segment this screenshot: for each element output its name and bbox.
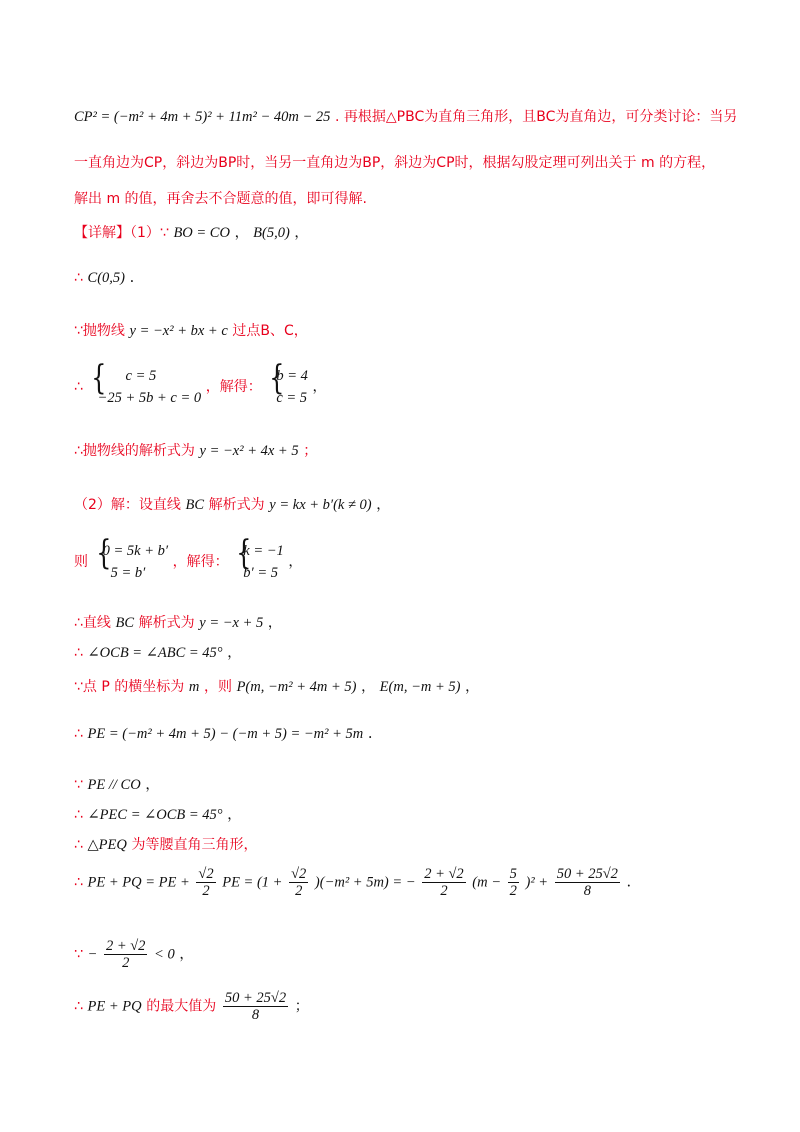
fraction-numerator: 5 bbox=[509, 866, 517, 882]
point-e: E(m, −m + 5) bbox=[379, 679, 461, 695]
line-13 bbox=[74, 676, 740, 696]
angle-equation: ∠OCB = ∠ABC = 45° bbox=[87, 645, 223, 661]
system-row: c = 5 bbox=[125, 368, 157, 384]
line-8 bbox=[74, 440, 740, 460]
parabola-equation: y = −x² + bx + c bbox=[129, 323, 228, 339]
line-end: . bbox=[367, 726, 373, 742]
point-p: P(m, −m² + 4m + 5) bbox=[236, 679, 357, 695]
fraction-denominator: 8 bbox=[251, 1007, 260, 1023]
therefore-symbol: ∴ bbox=[74, 807, 83, 823]
line-end: ， bbox=[376, 497, 391, 513]
fraction bbox=[104, 938, 148, 971]
line-end: ， bbox=[465, 679, 480, 695]
triangle-peq: △PEQ bbox=[87, 837, 127, 853]
fraction-numerator: 50 + 25√2 bbox=[556, 866, 618, 882]
therefore-symbol: ∴ bbox=[74, 645, 83, 661]
line-5 bbox=[74, 270, 740, 287]
brace-icon: { bbox=[236, 533, 252, 573]
bo-co-equation: BO = CO bbox=[173, 225, 230, 241]
then-label: 则 bbox=[74, 554, 88, 570]
line-11 bbox=[74, 612, 740, 632]
system-row: b = 4 bbox=[276, 368, 308, 384]
fraction bbox=[422, 866, 466, 899]
fraction-denominator: 2 bbox=[509, 883, 517, 899]
line-end: ， bbox=[288, 554, 303, 570]
separator: ， bbox=[361, 679, 376, 695]
fraction-numerator: 2 + √2 bbox=[105, 938, 146, 954]
line-end: ； bbox=[294, 998, 309, 1015]
analysis-text-2: 一直角边为CP，斜边为BP时，当另一直角边为BP，斜边为CP时，根据勾股定理可列出关于 m 的方程， bbox=[74, 155, 716, 171]
equation-system-1 bbox=[88, 358, 202, 409]
separator: ， bbox=[234, 225, 249, 241]
line-3 bbox=[74, 188, 740, 208]
therefore-line-label: ∴直线 bbox=[74, 615, 111, 631]
solve-label: ，解得： bbox=[172, 554, 229, 570]
line-bc: BC bbox=[115, 615, 135, 631]
analysis-text-3: 解出 m 的值，再舍去不合题意的值，即可得解. bbox=[74, 191, 367, 207]
fraction bbox=[289, 866, 308, 899]
line-end: ， bbox=[179, 946, 194, 963]
line-15 bbox=[74, 774, 740, 794]
point-p-label: ∵点 P 的横坐标为 bbox=[74, 679, 185, 695]
equation-system-3 bbox=[93, 533, 169, 584]
line-end: ， bbox=[312, 379, 327, 395]
fraction bbox=[508, 866, 519, 899]
angle-pec: ∠PEC = ∠OCB = 45° bbox=[87, 807, 223, 823]
therefore-symbol: ∴ bbox=[74, 837, 83, 853]
pe-equation: PE = (−m² + 4m + 5) − (−m + 5) = −m² + 5m bbox=[87, 726, 364, 742]
line-end: ， bbox=[267, 615, 282, 631]
line-4 bbox=[74, 222, 740, 242]
isosceles-right-label: 为等腰直角三角形， bbox=[131, 837, 258, 853]
line-19 bbox=[74, 938, 740, 971]
therefore-symbol: ∴ bbox=[74, 379, 83, 395]
fraction-denominator: 2 bbox=[440, 883, 448, 899]
system-row: k = −1 bbox=[243, 543, 284, 559]
fraction-numerator: √2 bbox=[291, 866, 307, 882]
expression-label: 解析式为 bbox=[138, 615, 195, 631]
line-16 bbox=[74, 804, 740, 824]
minus-sign: − bbox=[87, 946, 98, 963]
fraction bbox=[196, 866, 215, 899]
sum-expression-part: )² + bbox=[525, 874, 549, 891]
fraction bbox=[223, 990, 288, 1023]
fraction-numerator: √2 bbox=[198, 866, 214, 882]
because-symbol: ∵ bbox=[74, 777, 83, 793]
equation-system-4 bbox=[233, 533, 284, 584]
parallel-statement: PE // CO bbox=[87, 777, 141, 793]
fraction-denominator: 2 bbox=[295, 883, 303, 899]
line-bc-equation: y = −x + 5 bbox=[199, 615, 264, 631]
therefore-symbol: ∴ bbox=[74, 726, 83, 742]
because-symbol: ∵ bbox=[74, 946, 83, 963]
line-20 bbox=[74, 990, 740, 1023]
sum-expression-part: )(−m² + 5m) = − bbox=[314, 874, 416, 891]
brace-icon: { bbox=[95, 533, 112, 573]
passes-points: 过点B、C， bbox=[232, 323, 308, 339]
line-end: ； bbox=[303, 443, 318, 459]
fraction-numerator: 2 + √2 bbox=[424, 866, 464, 882]
point-c: C(0,5) bbox=[87, 270, 125, 286]
line-6 bbox=[74, 320, 740, 340]
line-end: ， bbox=[145, 777, 160, 793]
point-b: B(5,0) bbox=[253, 225, 290, 241]
therefore-symbol: ∴ bbox=[74, 270, 83, 286]
fraction-denominator: 2 bbox=[122, 955, 130, 971]
line-18 bbox=[74, 866, 740, 899]
cp-squared-expression: CP² = (−m² + 4m + 5)² + 11m² − 40m − 25 bbox=[74, 109, 331, 125]
system-row: −25 + 5b + c = 0 bbox=[97, 390, 202, 406]
inequality: < 0 bbox=[154, 946, 175, 963]
solution-analysis-text: . 再根据△PBC为直角三角形，且BC为直角边，可分类讨论：当另 bbox=[335, 109, 738, 125]
fraction-numerator: 50 + 25√2 bbox=[224, 990, 287, 1006]
therefore-symbol: ∴ bbox=[74, 874, 83, 891]
system-row: b′ = 5 bbox=[243, 565, 278, 581]
line-end: . bbox=[626, 874, 632, 891]
parabola-result: y = −x² + 4x + 5 bbox=[199, 443, 299, 459]
equation-system-2 bbox=[266, 358, 308, 409]
maximum-label: 的最大值为 bbox=[146, 998, 217, 1015]
line-1 bbox=[74, 106, 740, 126]
line-equation: y = kx + b′(k ≠ 0) bbox=[269, 497, 372, 513]
pe-plus-pq: PE + PQ bbox=[87, 998, 142, 1015]
line-end: . bbox=[129, 270, 135, 286]
system-row: 0 = 5k + b′ bbox=[102, 543, 169, 559]
fraction-denominator: 2 bbox=[202, 883, 210, 899]
system-row: c = 5 bbox=[276, 390, 308, 406]
sum-expression-part: (m − bbox=[472, 874, 502, 891]
line-12 bbox=[74, 642, 740, 662]
therefore-symbol: ∴ bbox=[74, 998, 83, 1015]
line-2 bbox=[74, 152, 740, 172]
part2-label: （2）解：设直线 bbox=[74, 497, 181, 513]
expression-label: 解析式为 bbox=[208, 497, 265, 513]
brace-icon: { bbox=[269, 358, 285, 398]
line-17 bbox=[74, 834, 740, 854]
line-end: ， bbox=[294, 225, 309, 241]
fraction-denominator: 8 bbox=[583, 883, 591, 899]
solve-label: ，解得： bbox=[205, 379, 262, 395]
line-bc: BC bbox=[185, 497, 205, 513]
line-10 bbox=[74, 533, 740, 584]
detail-label: 【详解】（1）∵ bbox=[74, 225, 169, 241]
parabola-expression-label: ∴抛物线的解析式为 bbox=[74, 443, 195, 459]
line-end: ， bbox=[227, 807, 242, 823]
sum-expression-part: PE = (1 + bbox=[222, 874, 283, 891]
line-end: ， bbox=[227, 645, 242, 661]
system-row: 5 = b′ bbox=[110, 565, 146, 581]
variable-m: m bbox=[188, 679, 200, 695]
fraction bbox=[555, 866, 620, 899]
sum-expression-part: PE + PQ = PE + bbox=[87, 874, 190, 891]
then-label: ，则 bbox=[203, 679, 232, 695]
line-7 bbox=[74, 358, 740, 409]
line-9 bbox=[74, 494, 740, 514]
brace-icon: { bbox=[90, 358, 106, 398]
line-14 bbox=[74, 726, 740, 743]
because-parabola: ∵抛物线 bbox=[74, 323, 125, 339]
